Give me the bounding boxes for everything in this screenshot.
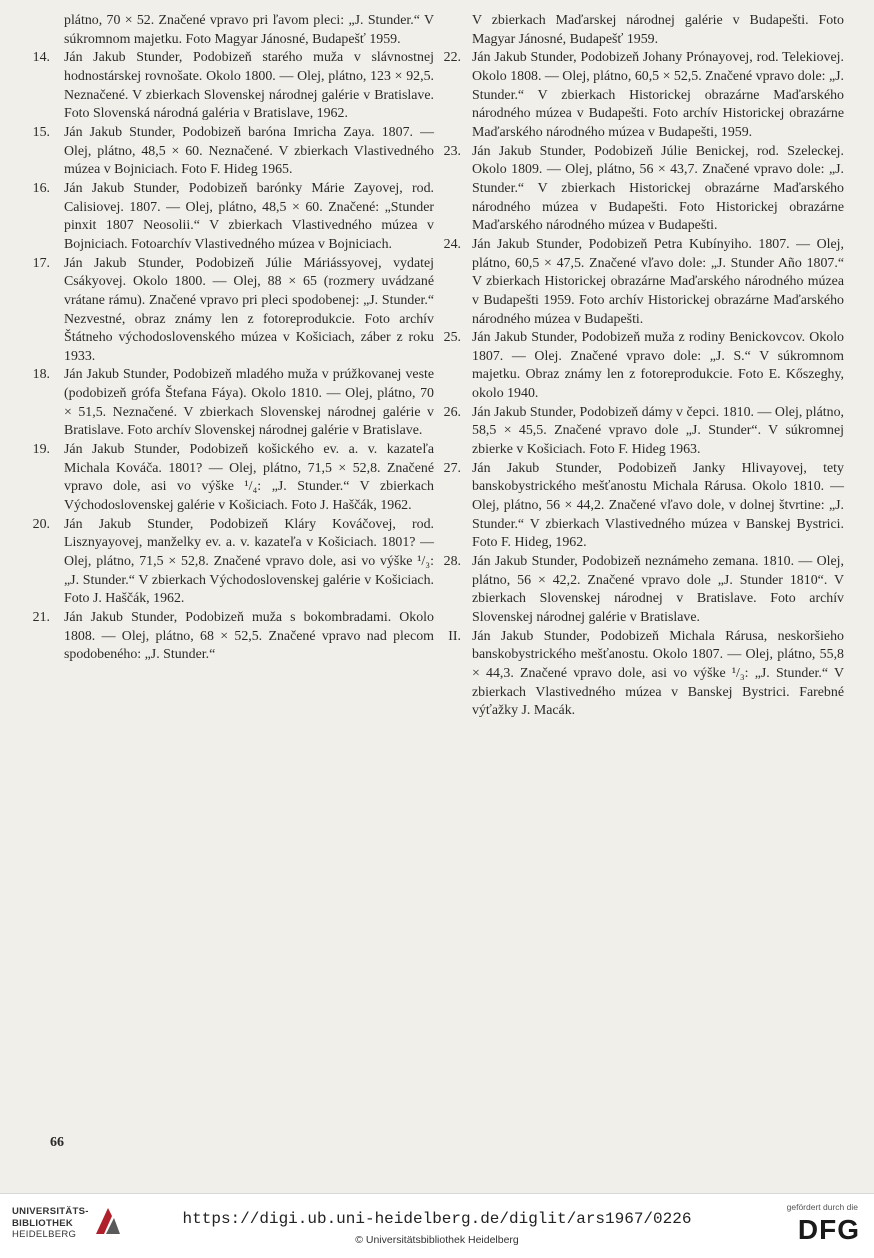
entry-text: Ján Jakub Stunder, Podobizeň dámy v čepci. 1810. — Olej, plátno, 58,5 × 45,5. Značené vpravo dole „J. Stunder“. V súkromnej zbierke v Košiciach. Foto F. Hideg 1963. [472, 404, 844, 458]
entry-text: Ján Jakub Stunder, Podobizeň muža z rodiny Benickovcov. Okolo 1807. — Olej. Značené vpravo dole: „J. S.“ V súkromnom majetku. Obraz známy len z fotoreprodukcie. Foto E. Kőszeghy, okolo 1940. [472, 330, 844, 402]
right-column [443, 12, 845, 721]
entry-text: Ján Jakub Stunder, Podobizeň barónky Márie Zayovej, rod. Calisiovej. 1807. — Olej, plátno, 48,5 × 60. Značené: „Stunder pinxit 1807 Neosolii.“ V zbierkach Vlastivedného múzea v Bojniciach. Fotoarchív Vlastivedného múzea v Bojniciach. [64, 180, 434, 252]
entry-text: Ján Jakub Stunder, Podobizeň Júlie Benickej, rod. Szeleckej. Okolo 1809. — Olej, plátno, 56 × 43,7. Značené vpravo dole: „J. Stunder.“ V zbierkach Historickej obrazárne Maďarského národného múzea v Budapešti. Foto Historickej obrazárne Maďarského národného múzea v Budapešti. [472, 143, 844, 234]
entry-text: Ján Jakub Stunder, Podobizeň Kláry Kováčovej, rod. Lisznyayovej, manželky ev. a. v. kazateľa v Košiciach. 1801? — Olej, plátno, 71,5 × 52,8. Značené vpravo dole, asi vo výške ¹/₃: „J. Stunder.“ V zbierkach Východoslovenskej galérie v Košiciach. Foto J. Haščák, 1962. [64, 516, 434, 607]
library-name-line1: UNIVERSITÄTS- [12, 1206, 89, 1217]
footer-bar [0, 1193, 874, 1258]
library-name-line3: HEIDELBERG [12, 1229, 77, 1240]
right-continuation: V zbierkach Maďarskej národnej galérie v Budapešti. Foto Magyar Jánosné, Budapešť 1959. [472, 13, 844, 47]
catalog-entry [443, 553, 844, 628]
entry-number: 28. [443, 554, 461, 570]
entry-number: 24. [443, 236, 461, 252]
entry-text: Ján Jakub Stunder, Podobizeň starého muža v slávnostnej hodnostárskej rovnošate. Okolo 1800. — Olej, plátno, 123 × 92,5. Neznačené. V zbierkach Slovenskej národnej galérie v Bratislave. Foto Slovenská národná galéria v Bratislave, 1962. [64, 50, 434, 122]
entry-text: Ján Jakub Stunder, Podobizeň baróna Imricha Zaya. 1807. — Olej, plátno, 48,5 × 60. Neznačené. V zbierkach Vlastivedného múzea v Bojniciach. Foto F. Hideg 1965. [64, 124, 434, 178]
permalink-url[interactable]: https://digi.ub.uni-heidelberg.de/diglit/ars1967/0226 [182, 1210, 692, 1228]
catalog-entry [32, 609, 434, 665]
catalog-entry [32, 180, 434, 255]
funding-caption: gefördert durch die [786, 1202, 858, 1212]
catalog-entry [443, 460, 844, 553]
library-name-line2: BIBLIOTHEK [12, 1217, 74, 1229]
copyright-notice: © Universitätsbibliothek Heidelberg [355, 1234, 519, 1246]
entry-number: 15. [32, 124, 50, 140]
catalog-entry [443, 236, 844, 329]
left-continuation: plátno, 70 × 52. Značené vpravo pri ľavom pleci: „J. Stunder.“ V súkromnom majetku. Foto Magyar Jánosné, Budapešť 1959. [64, 13, 434, 47]
left-column [32, 12, 434, 665]
entry-number: 21. [32, 610, 50, 625]
entry-text: Ján Jakub Stunder, Podobizeň mladého muža v prúžkovanej veste (podobizeň grófa Štefana Fáya). Okolo 1810. — Olej, plátno, 70 × 51,5. Neznačené. V zbierkach Slovenskej národnej galérie v Bratislave. Foto archív Slovenskej národnej galérie v Bratislave. [64, 367, 434, 439]
entry-number: 18. [32, 367, 50, 383]
catalog-entry [443, 404, 844, 460]
catalog-entry [443, 49, 845, 142]
catalog-entry [32, 49, 434, 124]
entry-number: 26. [443, 404, 461, 420]
entry-number: II. [448, 628, 461, 644]
entry-text: Ján Jakub Stunder, Podobizeň neznámeho zemana. 1810. — Olej, plátno, 56 × 42,2. Značené vpravo dole „J. Stunder 1810“. V zbierkach Slovenskej národnej v Bratislave. Foto archív Slovenskej národnej galérie v Bratislave. [472, 554, 844, 625]
entry-text: Ján Jakub Stunder, Podobizeň Janky Hlivayovej, tety banskobystrického mešťanostu Michala Rárusa. Okolo 1810. — Olej, plátno, 56 × 44,2. Značené vľavo dole, v dolnej štvrtine: „J. Stunder.“ V zbierkach Vlastivedného múzea v Banskej Bystrici. Foto F. Hideg, 1962. [472, 460, 844, 551]
entry-number: 14. [32, 50, 50, 66]
catalog-entry [443, 329, 844, 404]
catalog-entry [32, 255, 434, 367]
entry-number: 17. [32, 255, 50, 271]
entry-text: Ján Jakub Stunder, Podobizeň muža s bokombradami. Okolo 1808. — Olej, plátno, 68 × 52,5. Značené vpravo nad plecom spodobeného: „J. Stunder.“ [64, 610, 434, 663]
entry-number: 22. [443, 50, 461, 66]
entry-text: Ján Jakub Stunder, Podobizeň Petra Kubínyiho. 1807. — Olej, plátno, 60,5 × 47,5. Značené vľavo dole: „J. Stunder Año 1807.“ V zbierkach Historickej obrazárne Maďarského národného múzea v Budapešti 1959. Foto archív Historickej obrazárne Maďarského národného múzea v Budapešti. [472, 236, 844, 327]
dfg-logo[interactable]: DFG [797, 1214, 860, 1245]
entry-number: 23. [443, 143, 461, 159]
catalog-entry [32, 366, 434, 441]
catalog-entry [32, 516, 434, 609]
catalog-entry [448, 628, 844, 721]
catalog-entry [32, 441, 434, 516]
catalog-entry [443, 143, 844, 236]
catalog-entry [32, 124, 434, 180]
entry-number: 27. [443, 460, 461, 476]
entry-text: Ján Jakub Stunder, Podobizeň Johany Prónayovej, rod. Telekiovej. Okolo 1808. — Olej, plátno, 60,5 × 52,5. Značené vpravo dole: „J. Stunder.“ V zbierkach Historickej obrazárne Maďarského národného múzea v Budapešti. Foto archív Historickej obrazárne Maďarského národného múzea v Budapešti, 1959. [472, 50, 845, 140]
entry-number: 16. [32, 180, 50, 196]
entry-text: Ján Jakub Stunder, Podobizeň Júlie Máriássyovej, vydatej Csákyovej. Okolo 1800. — Olej, 88 × 65 (rozmery uvádzané vrátane rámu). Značené vpravo pri pleci spodobenej: „J. Stunder.“ Nezvestné, obraz známy len z fotoreprodukcie. Foto archív Štátneho východoslovenského múzea v Košiciach, záber z roku 1933. [64, 255, 434, 364]
entry-number: 20. [32, 516, 50, 532]
entry-number: 25. [443, 330, 461, 346]
page-number: 66 [50, 1135, 64, 1150]
entry-text: Ján Jakub Stunder, Podobizeň košického ev. a. v. kazateľa Michala Kováča. 1801? — Olej, plátno, 71,5 × 52,8. Značené vpravo dole, asi vo výške ¹/₄: „J. Stunder.“ V zbierkach Východoslovenskej galérie v Košiciach. Foto J. Haščák, 1962. [64, 442, 434, 514]
entry-number: 19. [32, 442, 50, 458]
entry-text: Ján Jakub Stunder, Podobizeň Michala Rárusa, neskoršieho banskobystrického mešťanostu. Okolo 1807. — Olej, plátno, 55,8 × 44,3. Značené vpravo dole, asi vo výške ¹/₃: „J. Stunder.“ V zbierkach Vlastivedného múzea v Banskej Bystrici. Farebné výťažky J. Macák. [472, 628, 844, 719]
